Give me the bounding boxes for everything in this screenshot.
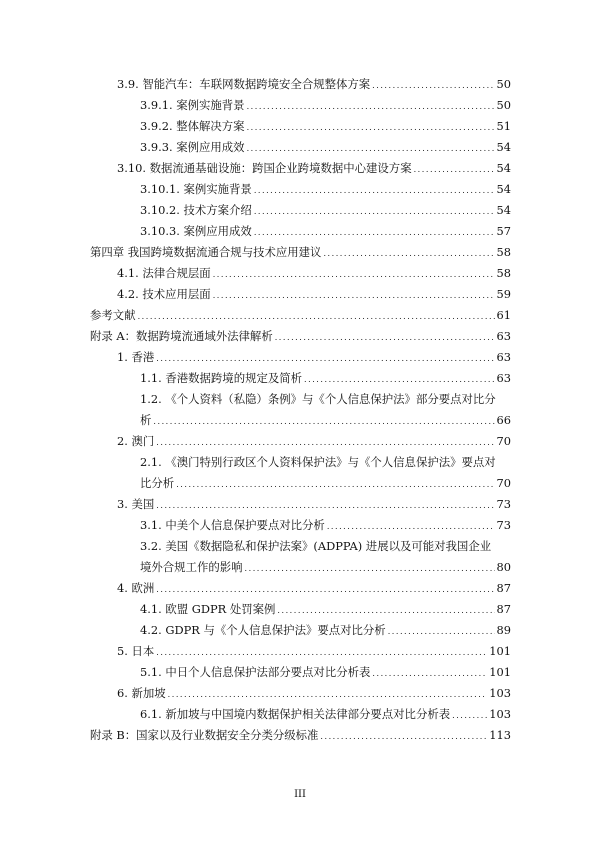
toc-page-number: 103 [489,707,511,721]
toc-entry[interactable] [140,203,511,219]
toc-entry-title-line2: 境外合规工作的影响 [140,560,243,574]
toc-page-number: 80 [496,560,511,574]
toc-entry[interactable] [140,182,511,198]
toc-entry[interactable] [117,644,511,660]
toc-entry[interactable] [140,602,511,618]
toc-entry-title: 3.10.3. 案例应用成效 [140,224,252,238]
toc-entry[interactable] [90,245,511,261]
toc-page-number: 58 [496,266,511,280]
toc-page-number: 51 [496,119,511,133]
toc-leader-dots [247,98,495,114]
toc-page-number: 73 [496,518,511,532]
toc-page-number: 89 [496,623,511,637]
toc-leader-dots [153,413,494,429]
toc-entry-title: 4.1. 法律合规层面 [117,266,211,280]
toc-entry-title: 6.1. 新加坡与中国境内数据保护相关法律部分要点对比分析表 [140,707,451,721]
toc-entry-title: 3.9. 智能汽车：车联网数据跨境安全合规整体方案 [117,77,371,91]
toc-entry[interactable] [90,728,511,744]
toc-entry[interactable] [140,539,511,576]
toc-entry-title: 3.9.3. 案例应用成效 [140,140,245,154]
toc-entry[interactable] [140,455,511,492]
toc-entry-title: 1.1. 香港数据跨境的规定及简析 [140,371,303,385]
toc-page-number: 54 [496,182,511,196]
toc-entry[interactable] [117,350,511,366]
toc-page-number: 61 [496,308,511,322]
toc-leader-dots [277,602,494,618]
toc-entry-title: 3. 美国 [117,497,155,511]
toc-entry[interactable] [140,665,511,681]
toc-entry-title-line2: 析 [140,413,152,427]
toc-entry[interactable] [117,434,511,450]
toc-entry[interactable] [140,224,511,240]
toc-entry[interactable] [117,287,511,303]
toc-entry[interactable] [140,623,511,639]
toc-leader-dots [327,518,495,534]
toc-entry-title-line1: 1.2. 《个人资料（私隐）条例》与《个人信息保护法》部分要点对比分 [140,392,496,406]
toc-leader-dots [275,329,495,345]
toc-leader-dots [176,476,494,492]
toc-page-number: 54 [496,140,511,154]
toc-entry-title: 附录 B：国家以及行业数据安全分类分级标准 [90,728,319,742]
toc-leader-dots [245,560,495,576]
toc-leader-dots [304,371,494,387]
toc-entry[interactable] [140,392,511,429]
toc-entry-title: 1. 香港 [117,350,155,364]
toc-page-number: 50 [496,98,511,112]
toc-page-number: 73 [496,497,511,511]
toc-leader-dots [320,728,487,744]
toc-leader-dots [323,245,494,261]
toc-entry[interactable] [117,497,511,513]
toc-entry-title-line2: 比分析 [140,476,175,490]
toc-entry-title-line1: 3.2. 美国《数据隐私和保护法案》(ADPPA) 进展以及可能对我国企业 [140,539,492,553]
toc-leader-dots [254,203,495,219]
toc-entry-title-line1: 2.1. 《澳门特别行政区个人资料保护法》与《个人信息保护法》要点对 [140,455,496,469]
toc-page-number: 54 [496,161,511,175]
toc-page-number: 101 [489,665,511,679]
toc-entry-title: 5. 日本 [117,644,155,658]
toc-entry-title: 附录 A：数据跨境流通域外法律解析 [90,329,273,343]
toc-page-number: 54 [496,203,511,217]
toc-leader-dots [156,350,494,366]
toc-entry[interactable] [117,686,511,702]
toc-entry-title: 第四章 我国跨境数据流通合规与技术应用建议 [90,245,322,259]
toc-entry-title: 3.10. 数据流通基础设施：跨国企业跨境数据中心建设方案 [117,161,412,175]
toc-page-number: 57 [496,224,511,238]
toc-entry-title: 4.1. 欧盟 GDPR 处罚案例 [140,602,276,616]
toc-leader-dots [213,266,495,282]
toc-leader-dots [156,581,494,597]
toc-leader-dots [156,434,494,450]
toc-entry[interactable] [140,98,511,114]
toc-entry-title: 5.1. 中日个人信息保护法部分要点对比分析表 [140,665,371,679]
toc-page-number: 59 [496,287,511,301]
toc-leader-dots [254,224,495,240]
toc-leader-dots [254,182,495,198]
toc-entry[interactable] [140,119,511,135]
toc-leader-dots [247,140,495,156]
toc-entry[interactable] [140,707,511,723]
toc-entry[interactable] [140,518,511,534]
toc-page-number: 113 [489,728,511,742]
toc-entry[interactable] [140,371,511,387]
toc-entry-title: 3.10.2. 技术方案介绍 [140,203,252,217]
page-number-footer: III [294,789,306,800]
toc-page-number: 103 [489,686,511,700]
toc-entry[interactable] [90,308,511,324]
toc-entry-title: 2. 澳门 [117,434,155,448]
toc-leader-dots [247,119,495,135]
toc-entry[interactable] [140,140,511,156]
toc-entry-title: 6. 新加坡 [117,686,166,700]
toc-entry[interactable] [117,581,511,597]
toc-entry-title: 3.1. 中美个人信息保护要点对比分析 [140,518,325,532]
toc-page-number: 70 [496,476,511,490]
toc-leader-dots [372,665,487,681]
toc-entry-title: 3.9.1. 案例实施背景 [140,98,245,112]
toc-page-number: 87 [496,581,511,595]
toc-page-number: 70 [496,434,511,448]
toc-entry[interactable] [90,329,511,345]
toc-leader-dots [156,497,494,513]
toc-leader-dots [452,707,487,723]
toc-page-number: 50 [496,77,511,91]
toc-leader-dots [138,308,495,324]
toc-leader-dots [168,686,488,702]
toc-page-number: 63 [496,371,511,385]
toc-entry-title: 3.9.2. 整体解决方案 [140,119,245,133]
toc-leader-dots [156,644,487,660]
toc-entry[interactable] [117,161,511,177]
toc-entry-title: 3.10.1. 案例实施背景 [140,182,252,196]
toc-entry[interactable] [117,266,511,282]
toc-leader-dots [213,287,495,303]
toc-entry-title: 4.2. GDPR 与《个人信息保护法》要点对比分析 [140,623,386,637]
toc-entry[interactable] [117,77,511,93]
toc-page-number: 63 [496,329,511,343]
toc-leader-dots [372,77,494,93]
toc-page-number: 58 [496,245,511,259]
toc-entry-title: 参考文献 [90,308,136,322]
toc-entry-title: 4.2. 技术应用层面 [117,287,211,301]
toc-page-number: 101 [489,644,511,658]
toc-entry-title: 4. 欧洲 [117,581,155,595]
toc-page-number: 63 [496,350,511,364]
toc-page-number: 66 [496,413,511,427]
toc-page-number: 87 [496,602,511,616]
toc-leader-dots [388,623,495,639]
toc-leader-dots [414,161,495,177]
